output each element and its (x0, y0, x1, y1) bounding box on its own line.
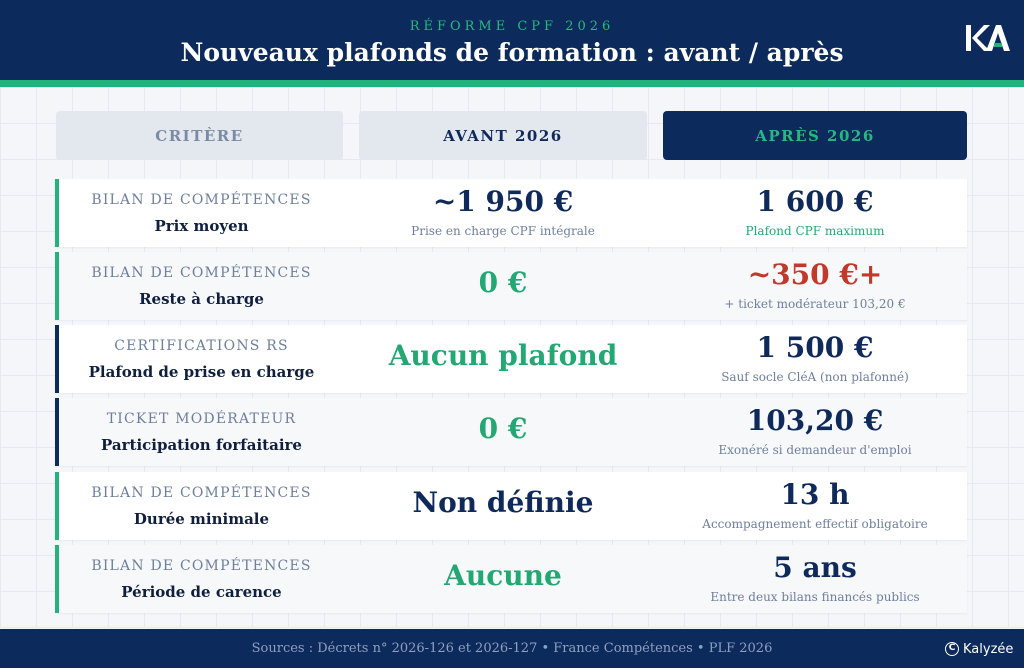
row-category: BILAN DE COMPÉTENCES (91, 265, 312, 281)
before-note: Prise en charge CPF intégrale (411, 224, 595, 238)
after-value: 13 h (780, 478, 850, 511)
row-label: Prix moyen (154, 217, 249, 235)
footer-sources: Sources : Décrets n° 2026-126 et 2026-127 • France Compétences • PLF 2026 (251, 641, 773, 656)
after-note: Entre deux bilans financés publics (710, 590, 920, 604)
table-row (55, 252, 967, 320)
row-label: Période de carence (121, 583, 282, 601)
table-row (55, 472, 967, 540)
header-banner (0, 0, 1024, 80)
after-note: Sauf socle CléA (non plafonné) (721, 370, 909, 384)
row-label: Durée minimale (133, 510, 270, 528)
after-note: + ticket modérateur 103,20 € (724, 297, 906, 311)
table-row (55, 179, 967, 247)
row-label: Plafond de prise en charge (88, 363, 315, 381)
before-value: 0 € (478, 266, 528, 299)
copyright-icon: C (945, 642, 959, 656)
table-row (55, 398, 967, 466)
header-kicker: RÉFORME CPF 2026 (409, 19, 615, 34)
footer-brand (945, 640, 1013, 658)
column-header-after: APRÈS 2026 (663, 111, 967, 160)
row-label: Reste à charge (139, 290, 264, 308)
before-value: Aucune (444, 559, 562, 592)
table-row (55, 545, 967, 613)
after-note: Exonéré si demandeur d'emploi (718, 443, 912, 457)
column-header-before: AVANT 2026 (359, 111, 647, 160)
after-note: Plafond CPF maximum (745, 224, 885, 238)
row-category: TICKET MODÉRATEUR (106, 411, 297, 427)
row-label: Participation forfaitaire (101, 436, 302, 454)
row-category: BILAN DE COMPÉTENCES (91, 558, 312, 574)
after-value: ~350 €+ (747, 258, 883, 291)
row-category: BILAN DE COMPÉTENCES (91, 192, 312, 208)
page-title: Nouveaux plafonds de formation : avant / après (180, 38, 844, 67)
before-value: 0 € (478, 412, 528, 445)
row-category: BILAN DE COMPÉTENCES (91, 485, 312, 501)
table-row (55, 325, 967, 393)
footer-brand-name: Kalyzée (963, 641, 1014, 657)
after-value: 103,20 € (746, 404, 884, 437)
column-header-criterion: CRITÈRE (56, 111, 343, 160)
row-category: CERTIFICATIONS RS (114, 338, 289, 354)
after-value: 1 600 € (756, 185, 874, 218)
header-accent-stripe (0, 80, 1024, 87)
after-value: 1 500 € (756, 331, 874, 364)
after-note: Accompagnement effectif obligatoire (702, 517, 928, 531)
footer-bar (0, 629, 1024, 668)
before-value: Aucun plafond (388, 339, 618, 372)
after-value: 5 ans (773, 551, 857, 584)
ka-logo-icon (964, 21, 1010, 55)
before-value: Non définie (412, 486, 594, 519)
before-value: ~1 950 € (432, 185, 574, 218)
